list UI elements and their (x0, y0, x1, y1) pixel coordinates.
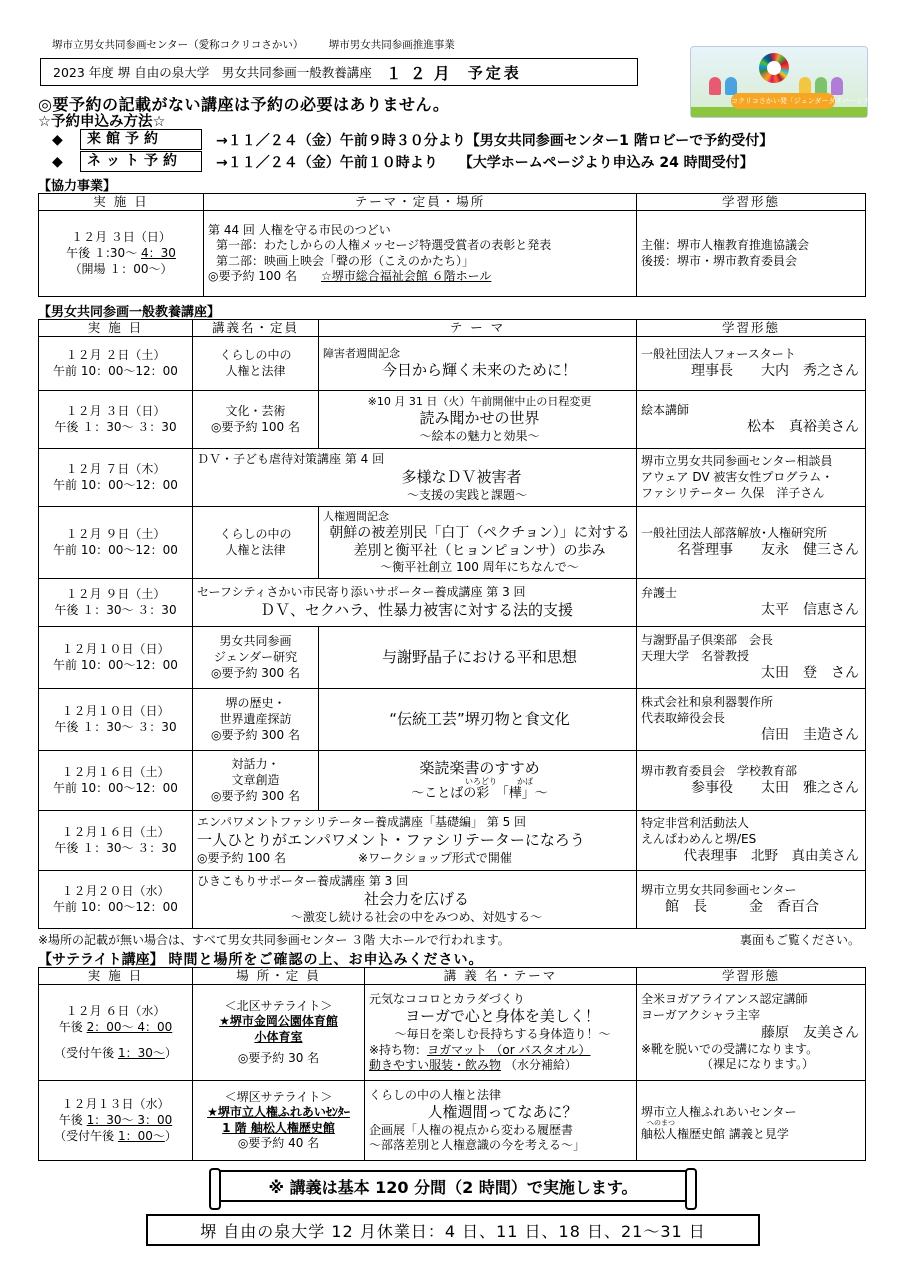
table-row (39, 211, 866, 297)
cell-text: 藤原 友美さん (761, 1024, 859, 1041)
notice-method: ☆予約申込み方法☆ (38, 114, 166, 130)
satellite-heading: 【サテライト講座】 時間と場所をご確認の上、お申込みください。 (38, 952, 484, 968)
col-form: 学習形態 (637, 968, 866, 985)
cell-text: 与謝野晶子における平和思想 (381, 648, 577, 666)
cell-text: ヨーガアクシャラ主宰 (641, 1008, 761, 1023)
cell-text: 信田 圭造さん (761, 727, 859, 744)
cell-text: １２月 ７日（木） (65, 462, 166, 477)
cell-text: 堺市教育委員会 学校教育部 (641, 763, 798, 778)
cell-text: 人権週間ってなあに？ (427, 1103, 578, 1122)
cell-text: ～激変し続ける社会の中をみつめ、対処する～ (290, 909, 543, 924)
cell-text: 理事長 大内 秀之さん (691, 363, 859, 380)
event-time (39, 246, 203, 262)
reserve-net (52, 151, 754, 172)
cell-text: 堺市立男女共同参画センター相談員 (641, 454, 833, 469)
cell-text: （受付午後 (54, 1045, 118, 1060)
cell-text: 舳松人権歴史館 講義と見学 (641, 1127, 789, 1142)
cell-text: ジェンダー研究 (213, 649, 298, 664)
cell-text: 人権と法律 (225, 542, 286, 557)
cell-text: 男女共同参画 (219, 634, 292, 649)
cell-text: １２月 ９日（土） (65, 527, 166, 542)
title-sched: 予定表 (467, 63, 522, 82)
title-lead: 2023 年度 堺 自由の泉大学 男女共同参画一般教養講座 (53, 65, 372, 80)
cell-text: ） (164, 1045, 177, 1060)
cell-text: 1：30～ 3：00 (86, 1112, 173, 1127)
theme-line (208, 269, 636, 285)
table-row (39, 1081, 866, 1161)
cell-text: 堺の歴史・ (225, 696, 286, 711)
theme-line: 第 44 回 人権を守る市民のつどい (208, 222, 391, 237)
cell-text: 午後 (58, 1112, 87, 1127)
cell-text: 与謝野晶子倶楽部 会長 (641, 633, 774, 648)
cell-text: ※持ち物： (369, 1042, 428, 1057)
cell-text: ★堺市立人権ふれあいｾﾝﾀｰ (207, 1105, 350, 1120)
cell-text: くらしの中の人権と法律 (369, 1087, 502, 1102)
cell-text: 対話力・ (231, 757, 280, 772)
cell-text: 松本 真裕美さん (747, 419, 859, 436)
cell-text: 朝鮮の被差別民「白丁（ペクチョン）」に対する (329, 524, 630, 541)
event-date: １２月 ３日（日） (71, 230, 171, 245)
cell-text: 特定非営利活動法人 (641, 816, 750, 831)
cell-text: ） (164, 1128, 177, 1143)
table-row (39, 871, 866, 929)
col-date: 実 施 日 (39, 320, 193, 337)
cell-text: 障害者週間記念 (323, 346, 400, 360)
cell-text: 参事役 太田 雅之さん (691, 780, 859, 797)
program-name: 堺市男女共同参画推進事業 (328, 39, 455, 51)
cell-text: 午前 10：00～12：00 (53, 780, 178, 795)
cell-text: へのまつ (647, 1119, 675, 1128)
cell-text: 館 長 金 香百合 (665, 899, 819, 916)
general-table (38, 319, 866, 929)
cell-text: 」～ (521, 786, 548, 802)
ruby-line (323, 778, 636, 803)
cell-text: くらしの中の (219, 348, 292, 363)
cell-text: ◎要予約 300 名 (210, 727, 300, 742)
cell-text: 1：00～ (117, 1128, 165, 1143)
cell-text: 株式会社和泉利器製作所 (641, 695, 774, 710)
duration-banner: ※ 講義は基本 120 分間（2 時間）で実施します。 (217, 1170, 689, 1202)
cell-text: 代表理事 北野 真由美さん (683, 847, 859, 864)
table-row (39, 337, 866, 391)
org-name: 堺市立男女共同参画センター（愛称コクリコさかい） (52, 39, 304, 51)
cell-text: 午後 １：30～ ３：30 (54, 840, 177, 855)
support: 後援：堺市・堺市教育委員会 (641, 253, 798, 268)
table-row (39, 579, 866, 627)
reserve-text: →１１／２４（金）午前９時３０分より【男女共同参画センター1 階ロビーで予約受付】 (216, 132, 774, 149)
cell-text: 元気なココロとカラダづくり (369, 991, 525, 1006)
table-row (39, 391, 866, 449)
header-line (52, 37, 477, 52)
cell-text: 動きやすい服装・飲み物 (369, 1058, 502, 1073)
holiday-box: 堺 自由の泉大学 12 月休業日：4 日、11 日、18 日、21～31 日 (146, 1214, 760, 1246)
cell-text: 読み聞かせの世界 (419, 409, 540, 428)
cell-text: １２月１６日（土） (61, 825, 170, 840)
table-row (39, 689, 866, 751)
cell-text: 文化・芸術 (225, 404, 286, 419)
reserve-visit (52, 129, 773, 150)
cell-text: 差別と衡平社（ヒョンピョンサ）の歩み (353, 543, 606, 560)
cell-text: 名誉理事 友永 健三さん (677, 542, 859, 559)
cell-text: 午後 (58, 1019, 87, 1034)
cell-text: ◎要予約 100 名 (208, 269, 298, 284)
cell-text: 樺 (508, 786, 522, 802)
cell-text: ★堺市金岡公園体育館 (219, 1014, 338, 1029)
cell-text: ファシリテーター 久保 洋子さん (641, 485, 825, 500)
cell-text: 彩 (476, 786, 490, 802)
cell-text: 文章創造 (231, 772, 280, 787)
cell-text: １２月１６日（土） (61, 765, 170, 780)
reserve-label: ネット予約 (80, 151, 202, 172)
cell-text: 午前 10：00～12：00 (53, 899, 178, 914)
cell-text: ～毎日を楽しむ長持ちする身体造り！～ (394, 1026, 611, 1041)
table-row (39, 811, 866, 871)
cell-text: 代表取締役会長 (641, 710, 726, 725)
cell-text: １２月 ９日（土） (65, 587, 166, 602)
logo-caption: コクリコさかい発「ジェンダーダイバーシティ」 (731, 93, 835, 109)
cell-text: 堺市立人権ふれあいセンター (641, 1104, 797, 1119)
cell-text: ＤＶ、セクハラ、性暴力被害に対する法的支援 (260, 600, 573, 619)
cell-text: １２月１３日（水） (61, 1097, 170, 1112)
col-theme: テ ー マ (319, 320, 637, 337)
reserve-text: →１１／２４（金）午前１０時より 【大学ホームページより申込み 24 時間受付】 (216, 154, 754, 171)
reserve-label: 来館予約 (80, 129, 202, 150)
cell-text: 一般社団法人部落解放･人権研究所 (641, 525, 828, 540)
col-form: 学習形態 (637, 194, 866, 211)
cell-text: ※靴を脱いでの受講になります。 (641, 1041, 819, 1056)
cell-text: １２月 ２日（土） (65, 348, 166, 363)
diamond-icon: ◆ (52, 153, 63, 170)
cell-text: 世界遺産探訪 (219, 711, 292, 726)
cell-text: 一般社団法人フォースタート (641, 346, 796, 361)
cell-text: 絵本講師 (641, 402, 690, 417)
cell-text: １２月 ３日（日） (65, 404, 166, 419)
cell-text: 一人ひとりがエンパワメント・ファシリテーターになろう (197, 831, 585, 849)
notice-reservation: ◎要予約の記載がない講座は予約の必要はありません。 (38, 95, 450, 114)
cell-text: ～支援の実践と課題～ (407, 487, 528, 502)
theme-line: 第一部：わたしからの人権メッセージ特選受賞者の表彰と発表 (216, 238, 552, 253)
theme-line: 第二部：映画上映会「聲の形（こえのかたち）」 (216, 253, 475, 268)
cell-text: 人権週間記念 (323, 509, 389, 523)
general-heading: 【男女共同参画一般教養講座】 (38, 305, 221, 320)
table-row (39, 751, 866, 811)
cell-text: ◎要予約 30 名 (237, 1051, 320, 1066)
cell-text: ◎要予約 100 名 (210, 419, 300, 434)
col-place: 場 所・定 員 (193, 968, 365, 985)
cell-text: １２月１０日（日） (61, 642, 170, 657)
cell-text: 午後 １:30～ (66, 245, 142, 260)
cell-text: 人権と法律 (225, 363, 286, 378)
col-theme: テーマ・定員・場所 (204, 194, 637, 211)
cell-text: １２月１０日（日） (61, 704, 170, 719)
cell-text: 午前 10：00～12：00 (53, 363, 178, 378)
page-title (40, 58, 638, 86)
cell-text: 天理大学 名誉教授 (641, 648, 750, 663)
cell-text: 全米ヨガアライアンス認定講師 (641, 992, 808, 1007)
cell-text: ＜北区サテライト＞ (224, 998, 333, 1013)
cell-text: “伝統工芸”堺刃物と食文化 (389, 710, 570, 728)
cell-text: 午後 １：30～ ３：30 (54, 419, 177, 434)
satellite-table (38, 967, 866, 1161)
cell-text: 午後 １：30～ ３：30 (54, 719, 177, 734)
cell-text: 1 階 舳松人権歴史館 (222, 1120, 335, 1135)
table-row (39, 985, 866, 1081)
cell-text: 午前 10：00～12：00 (53, 477, 178, 492)
cell-text: 多様なＤＶ被害者 (401, 468, 522, 486)
cell-text: 午後 １：30～ ３：30 (54, 602, 177, 617)
cell-text: ＜堺区サテライト＞ (224, 1089, 333, 1104)
cell-text: 小体育室 (254, 1029, 303, 1044)
cell-text: （裸足になります。） (701, 1057, 815, 1072)
cell-text: ～ことばの (411, 786, 477, 802)
cell-text: アウェア DV 被害女性プログラム・ (641, 469, 834, 484)
cell-text: えんぱわめんと堺/ES (641, 831, 757, 846)
cell-text: ひきこもりサポーター養成講座 第 3 回 (197, 874, 409, 889)
cell-text: 弁護士 (641, 585, 678, 600)
cell-text: 社会力を広げる (363, 890, 469, 908)
col-form: 学習形態 (637, 320, 866, 337)
cell-text: ～部落差別と人権意識の今を考える～」 (369, 1138, 586, 1153)
cell-text: ヨガマット （or バスタオル） (427, 1042, 591, 1057)
cell-text: ◎要予約 100 名 (197, 850, 287, 865)
table-row (39, 627, 866, 689)
cell-text: ＤＶ・子ども虐待対策講座 第 4 回 (197, 452, 385, 467)
cell-text: セーフシティさかい市民寄り添いサポーター養成講座 第 3 回 (197, 585, 526, 600)
col-date: 実 施 日 (39, 194, 204, 211)
col-theme: 講 義 名・テーマ (365, 968, 637, 985)
cell-text: ※ワークショップ形式で開催 (358, 850, 512, 865)
cell-text: くらしの中の (219, 527, 292, 542)
cell-text: １２月２０日（水） (61, 884, 170, 899)
cell-text: 今日から輝く未来のために！ (381, 361, 577, 380)
cell-text: （受付午後 (54, 1128, 118, 1143)
col-course: 講義名・定員 (193, 320, 319, 337)
table-row (39, 507, 866, 579)
kokuriko-logo (690, 46, 884, 118)
cell-text: 堺市立男女共同参画センター (641, 882, 797, 897)
cell-text: ◎要予約 300 名 (210, 788, 300, 803)
cell-text: （水分補給） (504, 1058, 577, 1073)
cell-text: ～絵本の魅力と効果～ (419, 428, 540, 443)
cell-text: ◎要予約 40 名 (237, 1136, 320, 1151)
cell-text: 1：30～ (117, 1045, 165, 1060)
cell-text: 「 (502, 786, 509, 802)
cell-text: ～衡平社創立 100 周年にちなんで～ (380, 560, 579, 575)
diamond-icon: ◆ (52, 131, 63, 148)
cell-text: かば (517, 777, 533, 787)
table-row (39, 449, 866, 507)
cell-text: 企画展「人権の視点から変わる履歴書 (369, 1122, 574, 1137)
cell-text: 午前 10：00～12：00 (53, 657, 178, 672)
cell-text: 午前 10：00～12：00 (53, 542, 178, 557)
cell-text: ヨーガで心と身体を美しく！ (405, 1007, 600, 1026)
cell-text: 2：00～ 4：00 (86, 1019, 173, 1034)
cell-text: 太平 信恵さん (761, 602, 859, 619)
event-open: （開場 １：00～） (69, 261, 173, 276)
cell-text: 4：30 (141, 245, 176, 260)
col-date: 実 施 日 (39, 968, 193, 985)
cell-text: ◎要予約 300 名 (210, 665, 300, 680)
coop-heading: 【協力事業】 (38, 179, 117, 194)
location-note: ※場所の記載が無い場合は、すべて男女共同参画センター ３階 大ホールで行われます。 裏面もご覧ください。 (38, 933, 861, 947)
cell-text: ☆堺市総合福祉会館 ６階ホール (321, 269, 492, 284)
cell-text: 太田 登 さん (761, 665, 859, 682)
cell-text: 楽読楽書のすすめ (419, 758, 540, 777)
cell-text: １２月 ６日（水） (65, 1004, 166, 1019)
coop-table (38, 193, 866, 297)
host: 主催：堺市人権教育推進協議会 (641, 238, 810, 253)
cell-text: ※10 月 31 日（火）午前開催中止の日程変更 (367, 395, 592, 409)
title-month: １２月 (385, 63, 458, 83)
cell-text: いろどり (465, 777, 497, 787)
cell-text: エンパワメントファシリテーター養成講座「基礎編」 第 5 回 (197, 815, 527, 830)
